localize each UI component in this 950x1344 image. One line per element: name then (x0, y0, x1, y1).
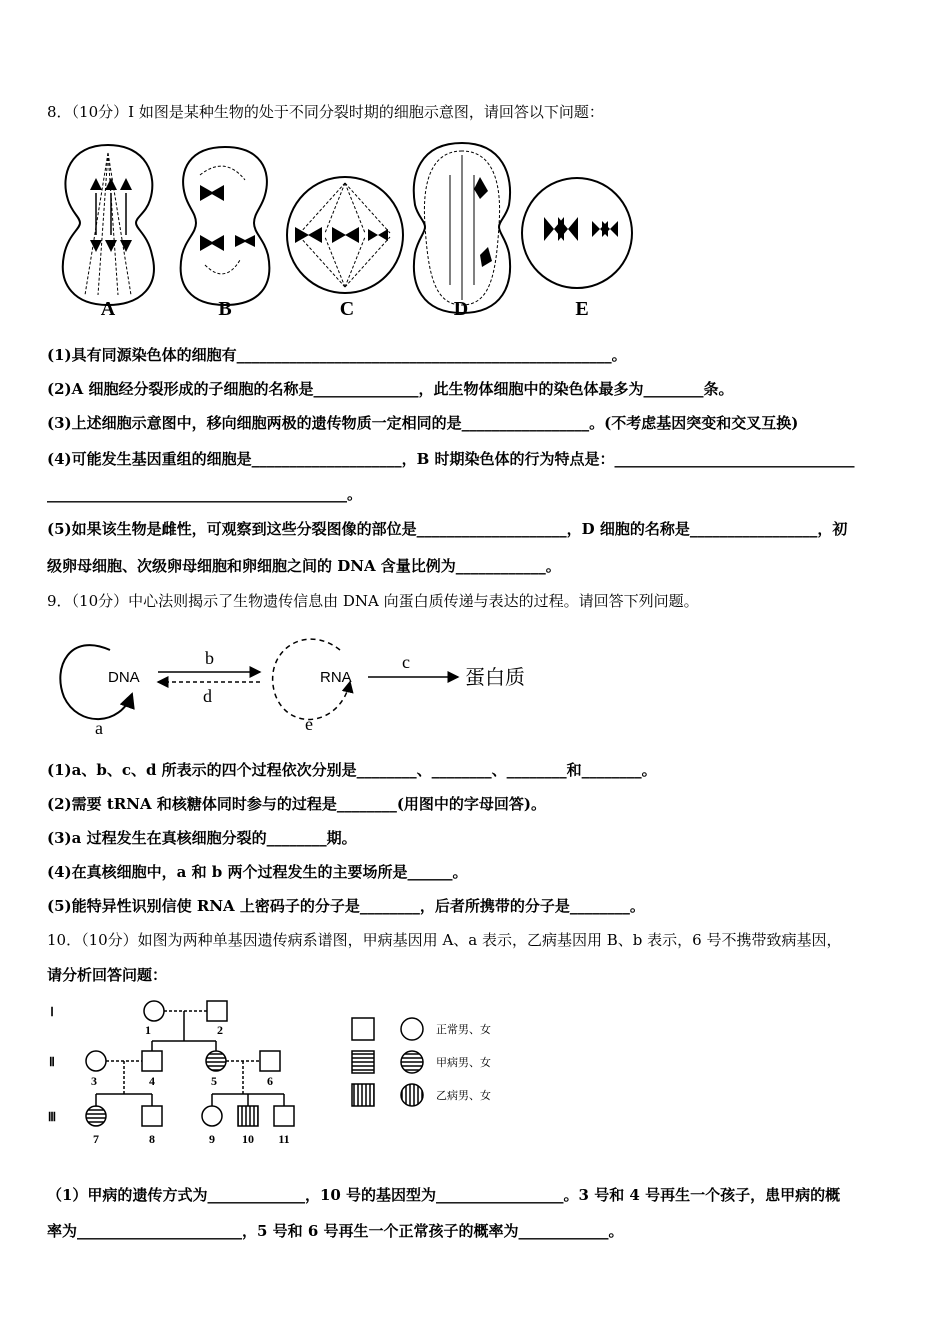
pedigree-chart (44, 996, 524, 1156)
individual-8 (142, 1106, 162, 1126)
label-10: 10 (242, 1132, 254, 1146)
process-b-label: b (205, 648, 214, 668)
q8-part5-line1: (5)如果该生物是雌性，可观察到这些分裂图像的部位是____________________，D 细胞的名称是_________________，初 (47, 520, 848, 538)
legend-normal-male (352, 1018, 374, 1040)
legend-jia-male (352, 1051, 374, 1073)
q9-part1: (1)a、b、c、d 所表示的四个过程依次分别是________、________、________和________。 (47, 761, 657, 779)
q8-part3: (3)上述细胞示意图中，移向细胞两极的遗传物质一定相同的是_________________。(不考虑基因突变和交叉互换) (47, 414, 799, 432)
process-a-label: a (95, 718, 103, 738)
rna-node: RNA (320, 669, 352, 686)
individual-11 (274, 1106, 294, 1126)
individual-2 (207, 1001, 227, 1021)
q10-header-line2: 请分析回答问题： (47, 966, 168, 984)
generation-label-1: Ⅰ (50, 1005, 54, 1019)
individual-3 (86, 1051, 106, 1071)
cell-c (287, 177, 403, 293)
q10-header-line1: 10．（10分）如图为两种单基因遗传病系谱图，甲病基因用 A、a 表示，乙病基因用 B、b 表示，6 号不携带致病基因， (47, 931, 842, 949)
q10-part1-line2: 率为______________________，5 号和 6 号再生一个正常孩子的概率为____________。 (47, 1222, 624, 1240)
label-6: 6 (267, 1074, 273, 1088)
q8-header: 8．（10分）I 如图是某种生物的处于不同分裂时期的细胞示意图，请回答以下问题： (47, 103, 604, 121)
process-c-label: c (402, 652, 410, 672)
legend-jia-female (401, 1051, 423, 1073)
label-8: 8 (149, 1132, 155, 1146)
label-3: 3 (91, 1074, 97, 1088)
q9-part4: (4)在真核细胞中，a 和 b 两个过程发生的主要场所是______。 (47, 863, 468, 881)
legend-yi-text: 乙病男、女 (436, 1089, 491, 1102)
cell-label-b: B (218, 298, 232, 320)
individual-5 (206, 1051, 226, 1071)
q9-header: 9．（10分）中心法则揭示了生物遗传信息由 DNA 向蛋白质传递与表达的过程。请回答下列问题。 (47, 592, 699, 610)
q8-part4-line2: ________________________________________。 (47, 485, 363, 503)
central-dogma-diagram (50, 622, 560, 740)
label-4: 4 (149, 1074, 155, 1088)
individual-9 (202, 1106, 222, 1126)
legend-normal-female (401, 1018, 423, 1040)
label-9: 9 (209, 1132, 215, 1146)
label-2: 2 (217, 1023, 223, 1037)
cell-a (63, 145, 154, 305)
cell-label-e: E (575, 298, 589, 320)
process-d-label: d (203, 686, 212, 706)
protein-node: 蛋白质 (465, 665, 525, 689)
q9-part5: (5)能特异性识别信使 RNA 上密码子的分子是________，后者所携带的分子是________。 (47, 897, 645, 915)
q8-part2: (2)A 细胞经分裂形成的子细胞的名称是______________，此生物体细胞中的染色体最多为________条。 (47, 380, 734, 398)
individual-6 (260, 1051, 280, 1071)
q8-part5-line2: 级卵母细胞、次级卵母细胞和卵细胞之间的 DNA 含量比例为____________。 (47, 557, 561, 575)
cell-d (414, 143, 510, 313)
q9-part3: (3)a 过程发生在真核细胞分裂的________期。 (47, 829, 357, 847)
cell-division-figure (50, 135, 650, 325)
label-5: 5 (211, 1074, 217, 1088)
dna-node: DNA (108, 669, 140, 686)
label-1: 1 (145, 1023, 151, 1037)
cell-label-c: C (339, 298, 355, 320)
q8-part4-line1: (4)可能发生基因重组的细胞是____________________，B 时期染色体的行为特点是：________________________________ (47, 450, 855, 468)
generation-label-2: Ⅱ (49, 1055, 55, 1069)
cell-label-a: A (100, 298, 116, 320)
legend-jia-text: 甲病男、女 (436, 1056, 491, 1069)
label-11: 11 (278, 1132, 290, 1146)
q9-part2: (2)需要 tRNA 和核糖体同时参与的过程是________(用图中的字母回答)。 (47, 795, 547, 813)
individual-1 (144, 1001, 164, 1021)
generation-label-3: Ⅲ (47, 1110, 57, 1124)
label-7: 7 (93, 1132, 99, 1146)
individual-4 (142, 1051, 162, 1071)
legend-yi-male (352, 1084, 374, 1106)
cell-b (181, 147, 270, 305)
individual-10 (238, 1106, 258, 1126)
q10-part1-line1: （1）甲病的遗传方式为_____________，10 号的基因型为_________________。3 号和 4 号再生一个孩子，患甲病的概 (47, 1186, 841, 1204)
cell-label-d: D (453, 298, 469, 320)
process-e-label: e (305, 714, 313, 734)
cell-e (522, 178, 632, 288)
individual-7 (86, 1106, 106, 1126)
q8-part1: (1)具有同源染色体的细胞有__________________________________________________。 (47, 346, 627, 364)
legend-yi-female (401, 1084, 423, 1106)
legend-normal-text: 正常男、女 (436, 1023, 491, 1036)
